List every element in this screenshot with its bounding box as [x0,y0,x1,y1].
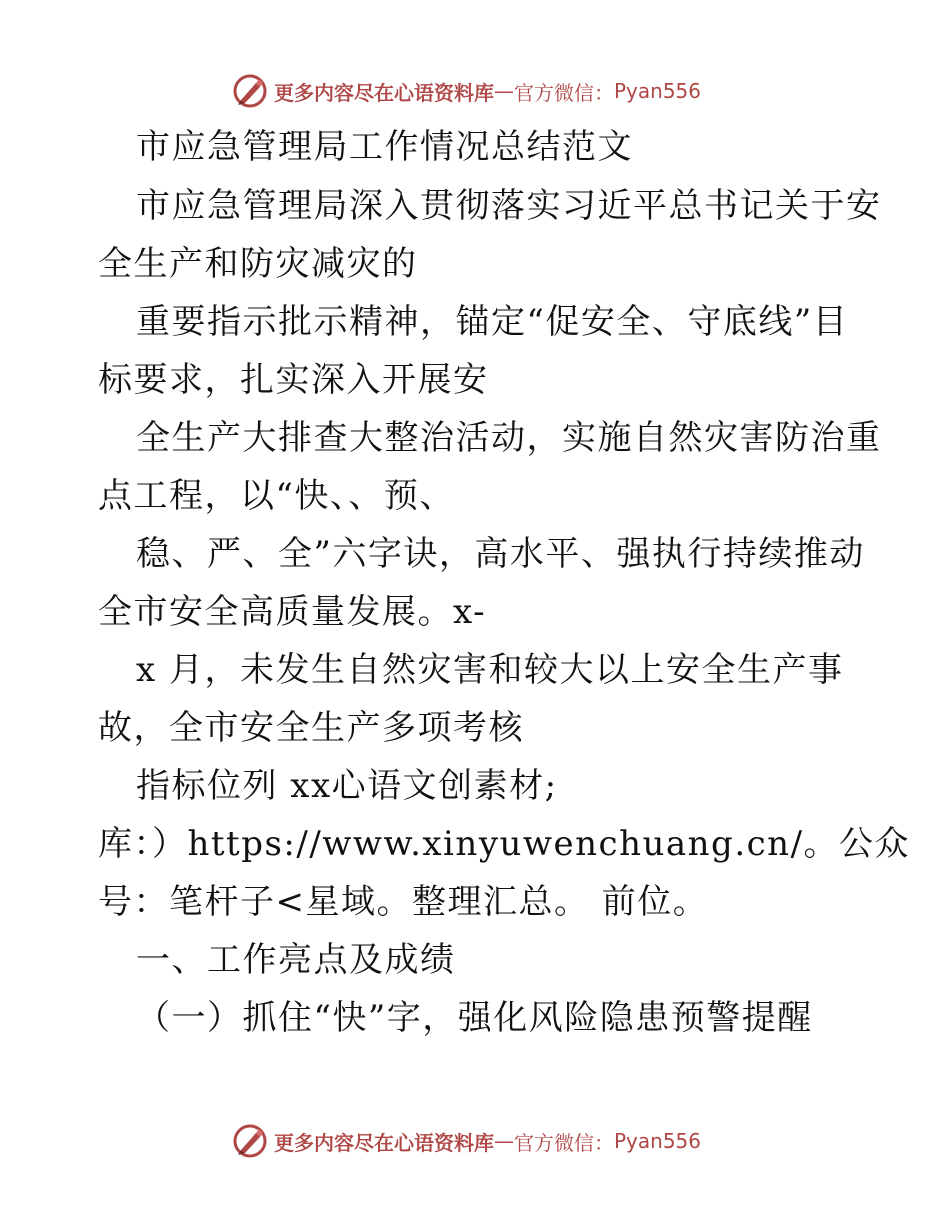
watermark-site-text: 更多内容尽在心语资料库 [274,80,494,105]
header-watermark [232,71,732,111]
watermark-wechat-id: Pyan556 [614,1129,702,1153]
watermark-wechat-id: Pyan556 [614,79,702,103]
paragraph-line: 稳、严、全”六字诀，高水平、强执行持续推动 [136,534,865,574]
paragraph-line: 故，全市安全生产多项考核 [98,708,524,748]
paragraph-line: 市应急管理局深入贯彻落实习近平总书记关于安 [136,186,882,226]
watermark-site-text: 更多内容尽在心语资料库 [274,1130,494,1155]
paragraph-line: 标要求，扎实深入开展安 [98,360,489,400]
paragraph-line: 全生产和防灾减灾的 [98,244,418,284]
paragraph-line: 全市安全高质量发展。x- [98,592,487,632]
paragraph-line: 全生产大排查大整治活动，实施自然灾害防治重 [136,418,882,458]
pen-logo-icon [232,1123,268,1159]
watermark-separator: — [494,1129,514,1153]
subsection-heading: （一）抓住“快”字，强化风险隐患预警提醒 [136,998,813,1038]
paragraph-line: 点工程，以“快、、预、 [98,476,455,516]
footer-watermark [232,1121,732,1161]
paragraph-line: 号：笔杆子<星域。整理汇总。 前位。 [98,882,709,922]
watermark-separator: — [494,79,514,103]
watermark-wechat-label: 官方微信： [514,1130,614,1155]
watermark-wechat-label: 官方微信： [514,80,614,105]
paragraph-line: 库：）https://www.xinyuwenchuang.cn/。公众 [98,824,911,864]
paragraph-line: 指标位列 xx心语文创素材; [136,766,558,806]
pen-logo-icon [232,73,268,109]
document-title: 市应急管理局工作情况总结范文 [136,127,633,167]
paragraph-line: 重要指示批示精神，锚定“促安全、守底线”目 [136,302,849,342]
paragraph-line: x 月，未发生自然灾害和较大以上安全生产事 [136,650,844,690]
section-heading: 一、工作亮点及成绩 [136,940,456,980]
